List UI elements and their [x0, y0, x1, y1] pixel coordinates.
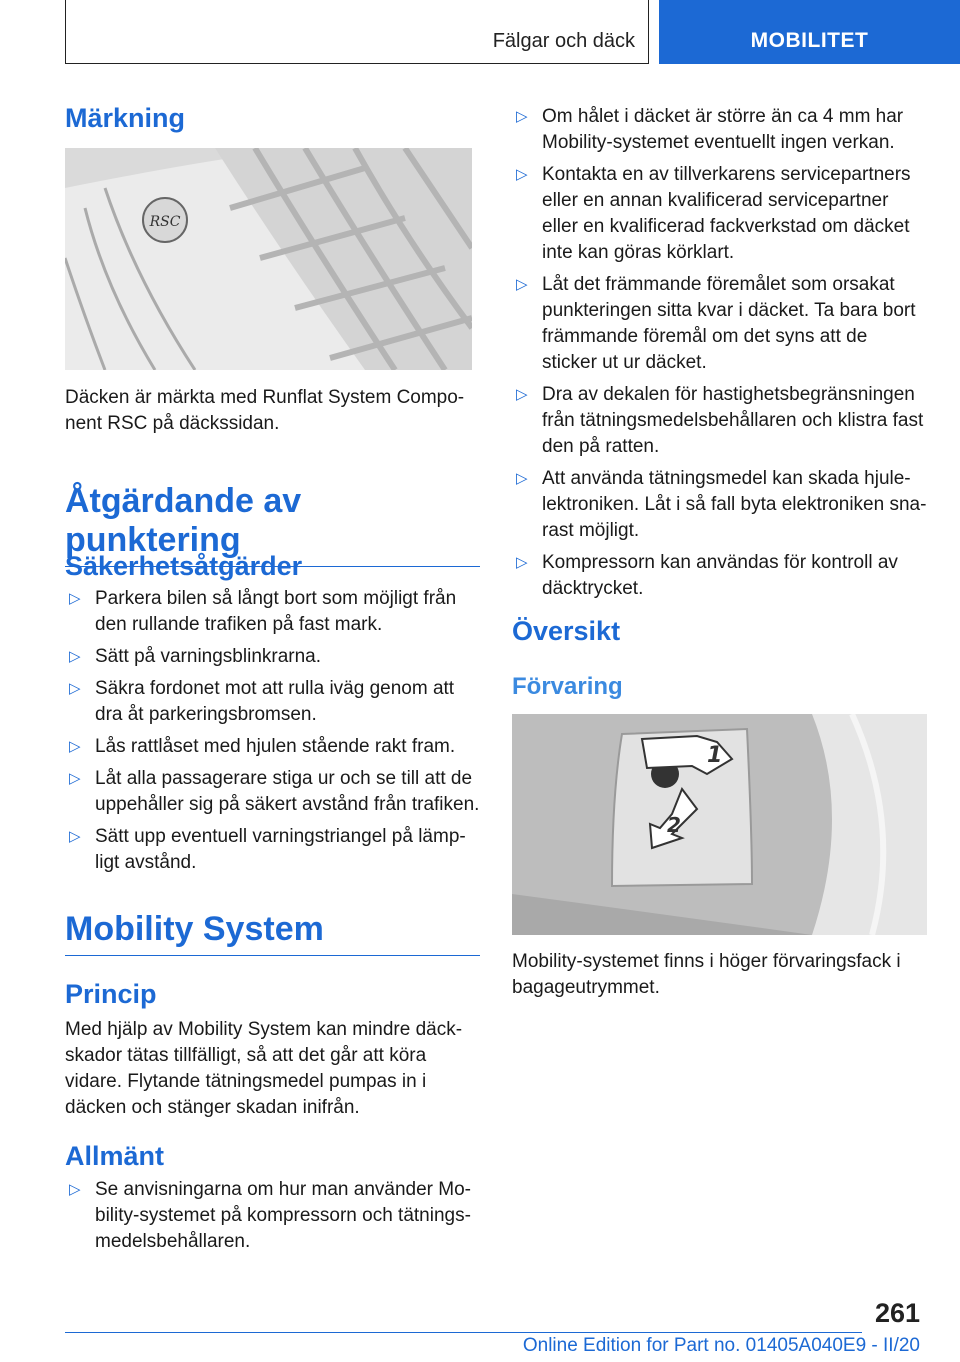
- overview-title: Översikt: [512, 616, 621, 646]
- list-item: ▷ Dra av dekalen för hastighetsbegränsningen från tätningsmedelsbehållaren och klistra fast den på ratten.: [516, 384, 924, 457]
- safety-list: [65, 586, 480, 882]
- storage-title: Förvaring: [512, 673, 623, 700]
- triangle-bullet-icon: ▷: [69, 770, 81, 787]
- footer-divider: [65, 1332, 862, 1333]
- triangle-bullet-icon: ▷: [69, 648, 81, 665]
- safety-title: Säkerhetsåtgärder: [65, 551, 303, 581]
- page-number: 261: [874, 1298, 920, 1328]
- tire-illustration: [65, 148, 472, 370]
- triangle-bullet-icon: ▷: [516, 108, 528, 125]
- triangle-bullet-icon: ▷: [516, 554, 528, 571]
- triangle-bullet-icon: ▷: [69, 590, 81, 607]
- header-chapter-tab: MOBILITET: [659, 0, 960, 64]
- triangle-bullet-icon: ▷: [69, 738, 81, 755]
- arrow-label-1: 1: [707, 743, 723, 768]
- list-item: ▷ Låt alla passagerare stiga ur och se till att de uppehåller sig på säkert avstånd från trafiken.: [69, 768, 480, 815]
- arrow-label-2: 2: [667, 813, 681, 837]
- repair-section-title: Åtgärdande av punktering: [65, 482, 480, 567]
- triangle-bullet-icon: ▷: [69, 680, 81, 697]
- triangle-bullet-icon: ▷: [516, 166, 528, 183]
- triangle-bullet-icon: ▷: [516, 386, 528, 403]
- list-item: ▷ Sätt upp eventuell varningstriangel på lämp-ligt avstånd.: [69, 826, 466, 873]
- general-list: [65, 1177, 480, 1261]
- footer-edition: Online Edition for Part no. 01405A040E9 - II/20: [522, 1335, 920, 1356]
- list-item: ▷ Att använda tätningsmedel kan skada hjule-lektroniken. Låt i så fall byta elektroniken sna-rast möjligt.: [516, 468, 927, 541]
- rsc-logo-text: RSC: [149, 214, 181, 230]
- list-item: ▷ Se anvisningarna om hur man använder Mo-bility-systemet på kompressorn och tätnings-medelsbehållaren.: [69, 1179, 471, 1252]
- list-item: ▷ Låt det främmande föremålet som orsakat punkteringen sitta kvar i däcket. Ta bara bort främmande föremål om det syns att de sticker ut ur däcket.: [516, 274, 916, 373]
- storage-caption: Mobility-systemet finns i höger förvaringsfack i bagageutrymmet.: [512, 951, 901, 998]
- list-item: ▷ Kontakta en av tillverkarens servicepartners eller en annan kvalificerad servicepartner eller en kvalificerad fackverkstad om däcket inte kan göras körklart.: [516, 164, 911, 263]
- principle-text: Med hjälp av Mobility System kan mindre däck-skador tätas tillfälligt, så att det går att köra vidare. Flytande tätningsmedel pumpas in i däcken och stänger skadan inifrån.: [65, 1019, 463, 1118]
- marking-title: Märkning: [65, 103, 186, 133]
- trunk-storage-illustration: [512, 714, 927, 935]
- triangle-bullet-icon: ▷: [516, 276, 528, 293]
- list-item: ▷ Säkra fordonet mot att rulla iväg genom att dra åt parkeringsbromsen.: [69, 678, 455, 725]
- triangle-bullet-icon: ▷: [69, 828, 81, 845]
- marking-caption: Däcken är märkta med Runflat System Compo-nent RSC på däckssidan.: [65, 387, 465, 434]
- mobility-section-title: Mobility System: [65, 910, 480, 956]
- header-section-title: Fälgar och däck: [492, 30, 635, 52]
- list-item: ▷ Lås rattlåset med hjulen stående rakt fram.: [65, 734, 480, 760]
- list-item: ▷ Parkera bilen så långt bort som möjligt från den rullande trafiken på fast mark.: [69, 588, 457, 635]
- mobility-notes-list: [512, 104, 927, 608]
- triangle-bullet-icon: ▷: [69, 1181, 81, 1198]
- general-title: Allmänt: [65, 1141, 165, 1171]
- list-item: ▷ Sätt på varningsblinkrarna.: [65, 644, 480, 670]
- triangle-bullet-icon: ▷: [516, 470, 528, 487]
- list-item: ▷ Kompressorn kan användas för kontroll av däcktrycket.: [516, 552, 898, 599]
- list-item: ▷ Om hålet i däcket är större än ca 4 mm har Mobility-systemet eventuellt ingen verkan.: [516, 106, 904, 153]
- principle-title: Princip: [65, 979, 157, 1009]
